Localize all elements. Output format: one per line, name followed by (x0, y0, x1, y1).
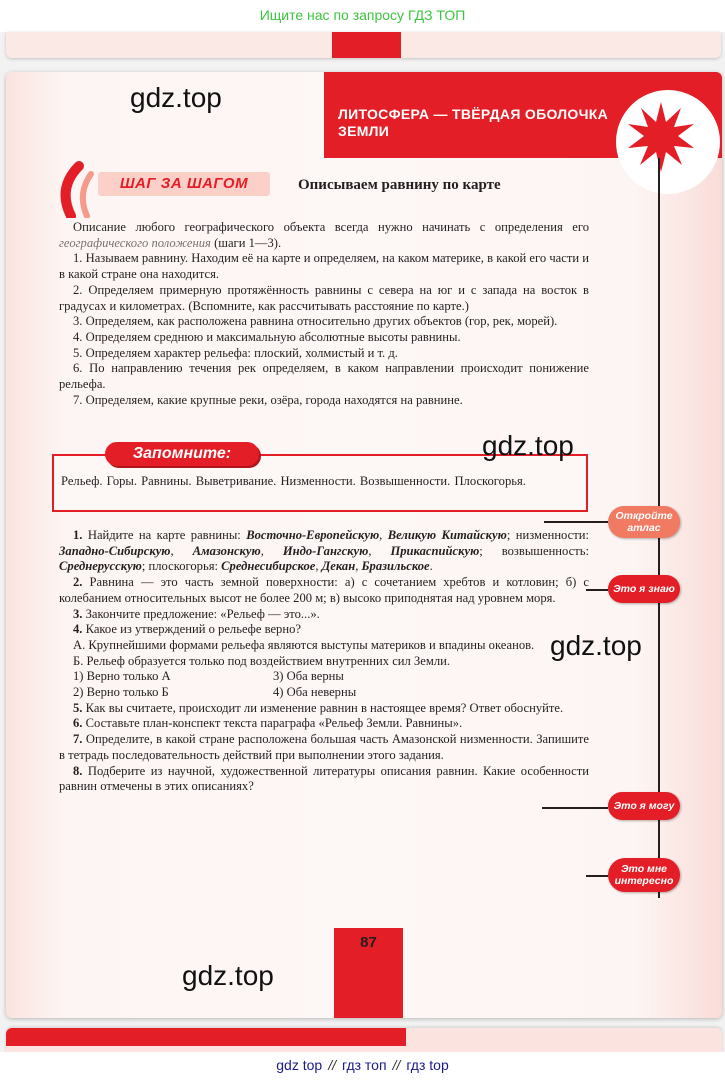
option-1: 1) Верно только А (73, 669, 171, 684)
bottom-links (0, 1057, 725, 1073)
i-know-badge: Это я знаю (608, 575, 680, 603)
task-8: 8. Подберите из научной, художественной литературы описания равнин. Какие особенности равнин отмечены в этих описаниях? (59, 763, 589, 794)
step-instructions (59, 220, 589, 408)
footer-link[interactable]: гдз топ (341, 1057, 387, 1073)
intro-paragraph: Описание любого географического объекта всегда нужно начинать с определения его географического положения (шаги 1—3). (59, 220, 589, 250)
link-separator: // (392, 1057, 401, 1073)
option-3: 3) Оба верны (273, 669, 344, 684)
interest-connector-line (586, 875, 608, 877)
step-item: 1. Называем равнину. Находим её на карте и определяем, на каком материке, в какой его части и в какой стране она находится. (59, 251, 589, 282)
footer-link[interactable]: gdz top (276, 1057, 323, 1073)
interesting-badge: Это мне интересно (608, 858, 680, 892)
step-item: 3. Определяем, как расположена равнина относительно других объектов (гор, рек, морей). (73, 314, 558, 329)
task-4-options-row (59, 669, 589, 685)
remember-terms: Рельеф. Горы. Равнины. Выветривание. Низменности. Возвышенности. Плоскогорья. (61, 474, 526, 488)
i-can-badge: Это я могу (608, 792, 680, 820)
top-ad-bar (0, 0, 725, 32)
next-page-tab (6, 1028, 406, 1046)
remember-label: Запомните: (105, 442, 259, 466)
page-number: 87 (360, 934, 377, 951)
task-4-statement-a: А. Крупнейшими формами рельефа являются выступы материков и впадины океанов. (73, 637, 535, 652)
page-number-tab (334, 928, 403, 1018)
task-4-statement-b: Б. Рельеф образуется только под воздействием внутренних сил Земли. (73, 653, 451, 668)
ad-link[interactable]: Ищите нас по запросу ГДЗ ТОП (259, 7, 466, 23)
previous-page-edge (6, 32, 721, 58)
link-separator: // (328, 1057, 336, 1073)
watermark: gdz.top (550, 630, 642, 661)
textbook-page (6, 72, 722, 1018)
step-by-step-banner: ШАГ ЗА ШАГОМ (98, 172, 270, 196)
task-4-options-row (59, 685, 589, 701)
step-item: 2. Определяем примерную протяжённость равнины с севера на юг и с запада на восток в градусах и километрах. (Вспомните, как рассчитывать расстояние по карте.) (59, 282, 589, 313)
option-4: 4) Оба неверны (273, 685, 357, 700)
atlas-connector-line (544, 521, 608, 523)
task-2: 2. Равнина — это часть земной поверхности: а) с сочетанием хребтов и котловин; б) с колебанием относительных высот не более 200 м; в) высоко приподнятая над уровнем моря. (59, 575, 589, 605)
watermark: gdz.top (130, 82, 222, 113)
watermark: gdz.top (482, 430, 574, 461)
previous-page-tab (332, 32, 401, 58)
task-5: 5. Как вы считаете, происходит ли изменение равнин в настоящее время? Ответ обоснуйте. (73, 700, 564, 715)
questions-block (59, 528, 589, 795)
task-6: 6. Составьте план-конспект текста параграфа «Рельеф Земли. Равнины». (73, 716, 463, 731)
watermark: gdz.top (182, 960, 274, 991)
task-1: 1. Найдите на карте равнины: Восточно-Европейскую, Великую Китайскую; низменности: Западно-Сибирскую, Амазонскую, Индо-Гангскую, Прикаспийскую; возвышенность: Среднерусскую; плоскогорья: Среднесибирское, Декан, Бразильское. (59, 528, 589, 574)
task-3: 3. Закончите предложение: «Рельеф — это...». (73, 606, 320, 621)
star-burst-icon (626, 102, 696, 172)
option-2: 2) Верно только Б (73, 685, 169, 700)
step-item: 6. По направлению течения рек определяем, в каком направлении происходит понижение рельефа. (59, 361, 589, 392)
task-7: 7. Определите, в какой стране расположена большая часть Амазонской низменности. Запишите в тетрадь последовательность действий при выполнении этого задания. (59, 732, 589, 762)
section-title: ЛИТОСФЕРА — ТВЁРДАЯ ОБОЛОЧКА ЗЕМЛИ (338, 106, 608, 139)
bottom-link-bar (0, 1052, 725, 1082)
step-item: 4. Определяем среднюю и максимальную абсолютные высоты равнины. (73, 329, 461, 344)
next-page-edge (6, 1028, 722, 1052)
task-4: 4. Какое из утверждений о рельефе верно? (73, 622, 301, 637)
footer-link[interactable]: гдз top (406, 1057, 449, 1073)
open-atlas-badge: Откройте атлас (608, 506, 680, 538)
step-item: 5. Определяем характер рельефа: плоский, холмистый и т. д. (73, 345, 398, 360)
step-title: Описываем равнину по карте (298, 177, 501, 193)
step-item: 7. Определяем, какие крупные реки, озёра, города находятся на равнине. (73, 392, 463, 407)
know-connector-line (586, 589, 608, 591)
can-connector-line (542, 807, 608, 809)
